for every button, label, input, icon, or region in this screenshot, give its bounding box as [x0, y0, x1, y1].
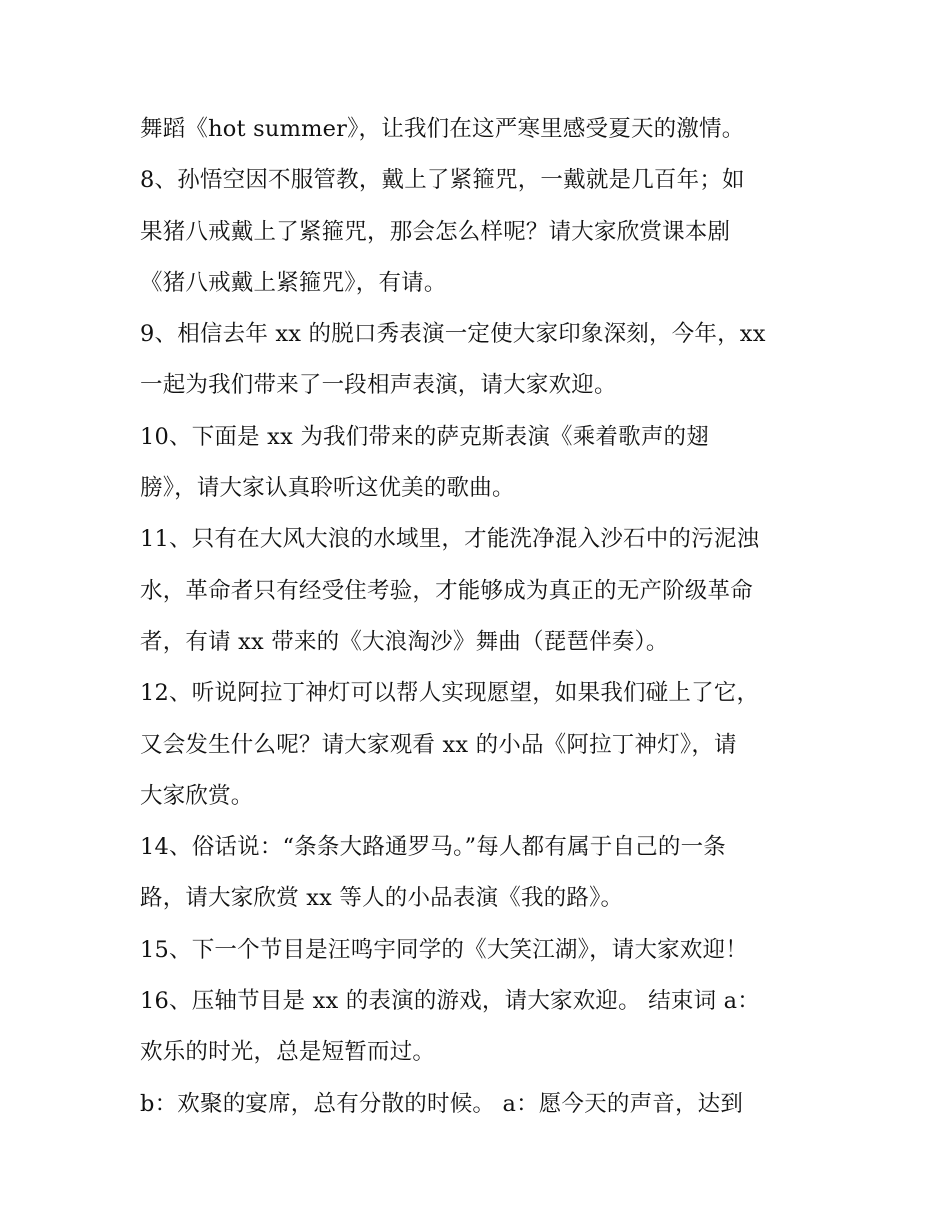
- text-line: 舞蹈《hot summer》，让我们在这严寒里感受夏天的激情。: [140, 116, 745, 142]
- text-line: 8、孙悟空因不服管教，戴上了紧箍咒，一戴就是几百年；如: [140, 167, 745, 194]
- text-line: 16、压轴节目是 xx 的表演的游戏，请大家欢迎。 结束词 a：: [140, 988, 760, 1015]
- text-line: b：欢聚的宴席，总有分散的时候。 a：愿今天的声音，达到: [140, 1090, 744, 1117]
- text-line: 路，请大家欣赏 xx 等人的小品表演《我的路》。: [140, 885, 624, 912]
- text-line: 一起为我们带来了一段相声表演，请大家欢迎。: [140, 372, 617, 399]
- text-line: 《猪八戒戴上紧箍咒》，有请。: [140, 269, 447, 296]
- text-line: 果猪八戒戴上了紧箍咒，那会怎么样呢？请大家欣赏课本剧: [140, 218, 731, 245]
- text-line: 水，革命者只有经受住考验，才能够成为真正的无产阶级革命: [140, 577, 753, 604]
- text-line: 11、只有在大风大浪的水域里，才能洗净混入沙石中的污泥浊: [140, 526, 760, 553]
- text-line: 12、听说阿拉丁神灯可以帮人实现愿望，如果我们碰上了它，: [140, 680, 760, 707]
- text-line: 欢乐的时光，总是短暂而过。: [140, 1039, 436, 1066]
- text-line: 9、相信去年 xx 的脱口秀表演一定使大家印象深刻，今年，xx: [140, 321, 766, 348]
- document-body: [140, 104, 840, 1130]
- text-line: 14、俗话说：“条条大路通罗马。”每人都有属于自己的一条: [140, 834, 726, 861]
- text-line: 15、下一个节目是汪鸣宇同学的《大笑江湖》，请大家欢迎！: [140, 936, 748, 963]
- text-line: 者，有请 xx 带来的《大浪淘沙》舞曲（琵琶伴奏）。: [140, 628, 669, 655]
- text-line: 膀》，请大家认真聆听这优美的歌曲。: [140, 475, 515, 502]
- text-line: 大家欣赏。: [140, 782, 254, 809]
- text-line: 10、下面是 xx 为我们带来的萨克斯表演《乘着歌声的翅: [140, 423, 709, 450]
- text-line: 又会发生什么呢？请大家观看 xx 的小品《阿拉丁神灯》，请: [140, 731, 737, 758]
